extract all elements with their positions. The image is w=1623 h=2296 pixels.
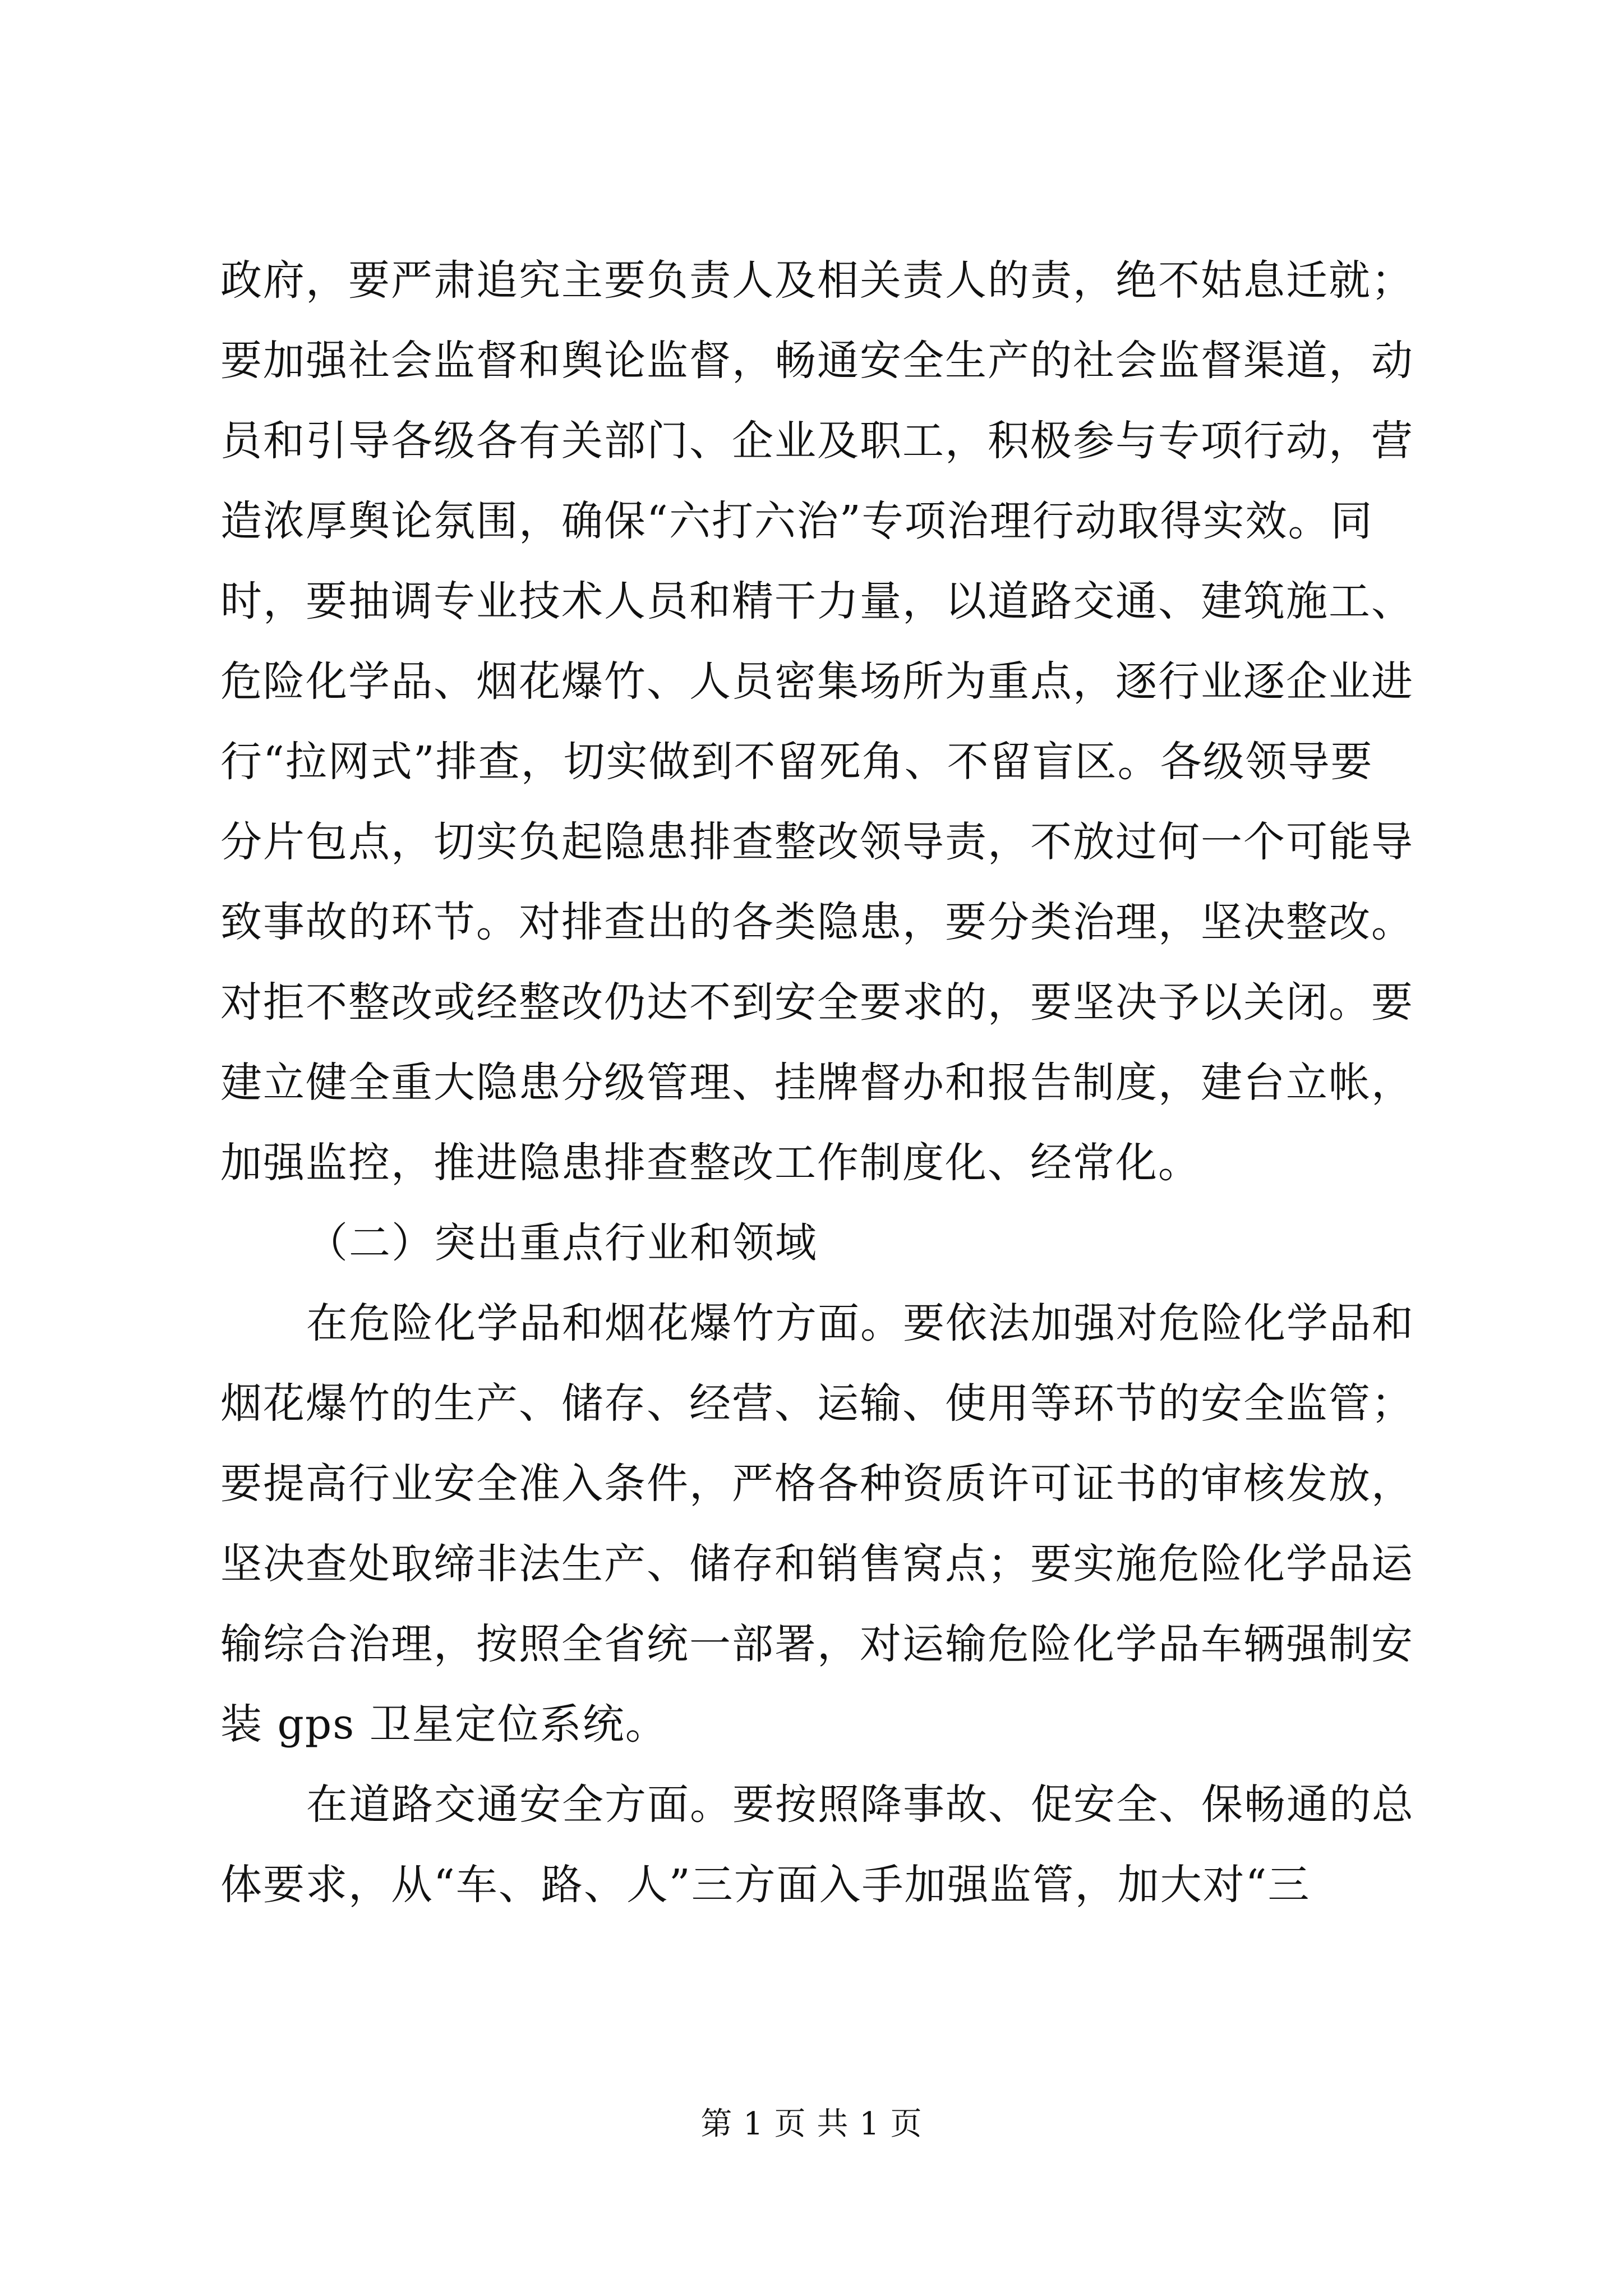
- text-line-2: 要加强社会监督和舆论监督，畅通安全生产的社会监督渠道，动: [220, 337, 1414, 385]
- text-line-20: 在道路交通安全方面。要按照降事故、促安全、保畅通的总: [306, 1780, 1414, 1829]
- text-line-3: 员和引导各级各有关部门、企业及职工，积极参与专项行动，营: [220, 417, 1414, 465]
- text-line-17: 坚决查处取缔非法生产、储存和销售窝点；要实施危险化学品运: [220, 1540, 1414, 1588]
- text-line-4: 造浓厚舆论氛围，确保“六打六治”专项治理行动取得实效。同: [220, 497, 1373, 545]
- text-line-1: 政府，要严肃追究主要负责人及相关责人的责，绝不姑息迁就；: [220, 256, 1414, 305]
- section-heading: （二）突出重点行业和领域: [306, 1219, 818, 1267]
- text-line-7: 行“拉网式”排查，切实做到不留死角、不留盲区。各级领导要: [220, 738, 1373, 786]
- text-line-14: 在危险化学品和烟花爆竹方面。要依法加强对危险化学品和: [306, 1299, 1414, 1347]
- page-footer: 第 1 页 共 1 页: [700, 2106, 923, 2142]
- text-line-19: 装 gps 卫星定位系统。: [220, 1700, 668, 1749]
- text-line-10: 对拒不整改或经整改仍达不到安全要求的，要坚决予以关闭。要: [220, 978, 1414, 1027]
- text-line-12: 加强监控，推进隐患排查整改工作制度化、经常化。: [220, 1139, 1201, 1187]
- text-line-18: 输综合治理，按照全省统一部署，对运输危险化学品车辆强制安: [220, 1620, 1414, 1668]
- text-line-16: 要提高行业安全准入条件，严格各种资质许可证书的审核发放，: [220, 1460, 1414, 1508]
- text-line-6: 危险化学品、烟花爆竹、人员密集场所为重点，逐行业逐企业进: [220, 657, 1414, 706]
- text-line-9: 致事故的环节。对排查出的各类隐患，要分类治理，坚决整改。: [220, 898, 1414, 946]
- text-line-21: 体要求，从“车、路、人”三方面入手加强监管，加大对“三: [220, 1861, 1311, 1909]
- text-line-8: 分片包点，切实负起隐患排查整改领导责，不放过何一个可能导: [220, 818, 1414, 866]
- text-line-11: 建立健全重大隐患分级管理、挂牌督办和报告制度，建台立帐，: [220, 1059, 1414, 1107]
- text-line-15: 烟花爆竹的生产、储存、经营、运输、使用等环节的安全监管；: [220, 1379, 1414, 1428]
- text-line-5: 时，要抽调专业技术人员和精干力量，以道路交通、建筑施工、: [220, 577, 1414, 625]
